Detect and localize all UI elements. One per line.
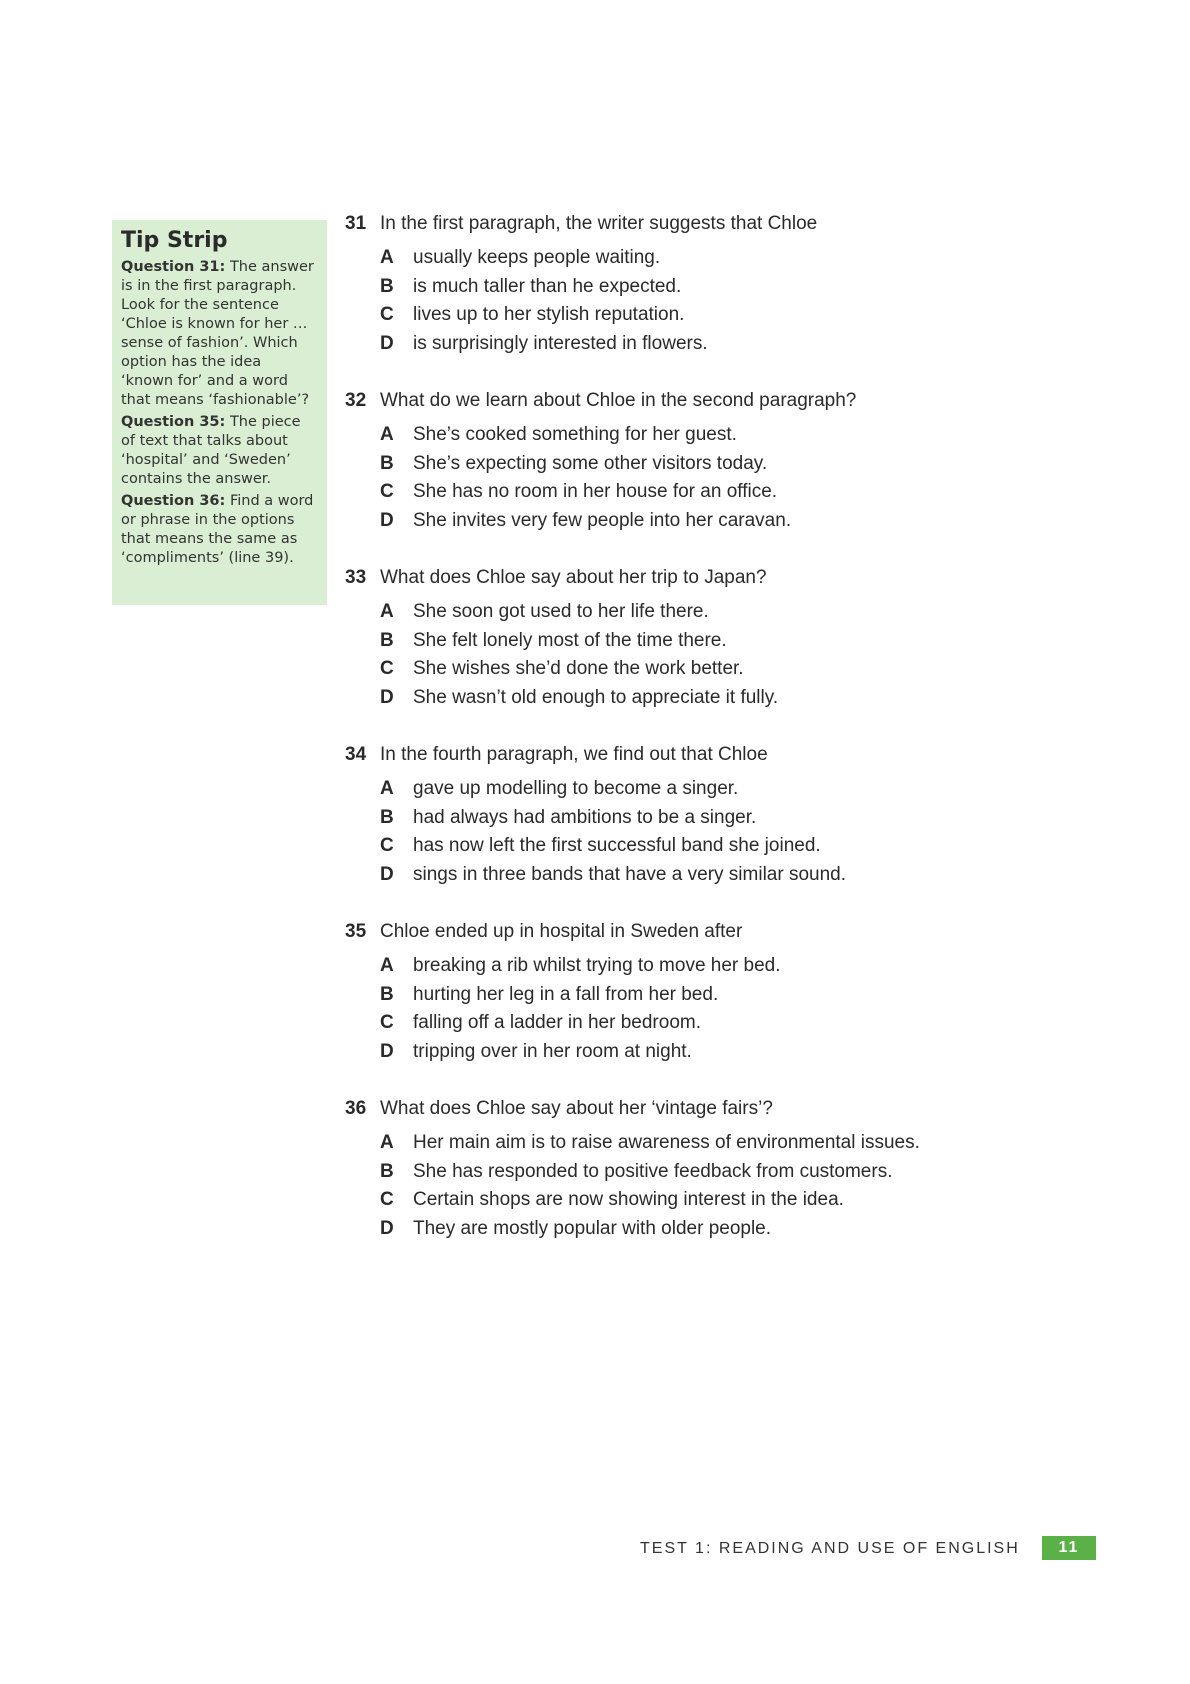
option-text: Her main aim is to raise awareness of environmental issues. bbox=[413, 1132, 920, 1153]
question-text: In the first paragraph, the writer suggests that Chloe bbox=[380, 213, 818, 234]
option-a bbox=[380, 775, 985, 804]
option-text: tripping over in her room at night. bbox=[413, 1040, 692, 1062]
option-text: sings in three bands that have a very similar sound. bbox=[413, 863, 847, 885]
footer-section-title: TEST 1: READING AND USE OF ENGLISH bbox=[640, 1540, 1020, 1557]
question-number: 35 bbox=[345, 921, 367, 942]
tip-item-label: Question 31: bbox=[121, 259, 226, 275]
tip-item bbox=[121, 492, 317, 568]
option-b bbox=[380, 1158, 985, 1187]
option-text: hurting her leg in a fall from her bed. bbox=[413, 983, 719, 1005]
option-c bbox=[380, 478, 985, 507]
option-letter: A bbox=[380, 1132, 394, 1153]
option-letter: A bbox=[380, 247, 394, 268]
tip-item bbox=[121, 258, 317, 410]
option-letter: C bbox=[380, 658, 394, 679]
question-stem bbox=[345, 918, 985, 946]
question-31 bbox=[345, 210, 985, 358]
option-letter: B bbox=[380, 275, 394, 297]
question-32 bbox=[345, 387, 985, 535]
option-text: breaking a rib whilst trying to move her bed. bbox=[413, 955, 781, 976]
question-number: 31 bbox=[345, 213, 367, 234]
question-34 bbox=[345, 741, 985, 889]
option-text: She invites very few people into her caravan. bbox=[413, 509, 792, 531]
option-letter: D bbox=[380, 686, 394, 708]
question-number: 34 bbox=[345, 744, 367, 765]
option-letter: A bbox=[380, 955, 394, 976]
option-letter: D bbox=[380, 1217, 394, 1239]
option-letter: D bbox=[380, 332, 394, 354]
option-c bbox=[380, 301, 985, 330]
question-stem bbox=[345, 1095, 985, 1123]
option-a bbox=[380, 598, 985, 627]
option-text: She’s expecting some other visitors today. bbox=[413, 452, 768, 474]
option-letter: B bbox=[380, 1160, 394, 1182]
question-33 bbox=[345, 564, 985, 712]
option-letter: D bbox=[380, 1040, 394, 1062]
option-a bbox=[380, 421, 985, 450]
option-a bbox=[380, 952, 985, 981]
option-text: She felt lonely most of the time there. bbox=[413, 629, 727, 651]
tip-item-text: The piece of text that talks about ‘hospital’ and ‘Sweden’ contains the answer. bbox=[121, 414, 301, 487]
option-c bbox=[380, 655, 985, 684]
option-b bbox=[380, 981, 985, 1010]
question-35 bbox=[345, 918, 985, 1066]
option-d bbox=[380, 330, 985, 359]
option-letter: C bbox=[380, 481, 394, 502]
option-c bbox=[380, 1186, 985, 1215]
option-letter: B bbox=[380, 806, 394, 828]
option-text: usually keeps people waiting. bbox=[413, 247, 661, 268]
option-text: Certain shops are now showing interest in the idea. bbox=[413, 1189, 844, 1210]
option-letter: C bbox=[380, 304, 394, 325]
option-letter: A bbox=[380, 778, 394, 799]
option-text: falling off a ladder in her bedroom. bbox=[413, 1012, 701, 1033]
option-b bbox=[380, 627, 985, 656]
option-text: lives up to her stylish reputation. bbox=[413, 304, 685, 325]
option-d bbox=[380, 861, 985, 890]
option-text: is surprisingly interested in flowers. bbox=[413, 332, 708, 354]
option-letter: B bbox=[380, 983, 394, 1005]
option-text: She has responded to positive feedback from customers. bbox=[413, 1160, 893, 1182]
option-letter: D bbox=[380, 509, 394, 531]
option-letter: D bbox=[380, 863, 394, 885]
question-stem bbox=[345, 564, 985, 592]
question-text: What do we learn about Chloe in the second paragraph? bbox=[380, 390, 857, 411]
tip-item-text: The answer is in the first paragraph. Look for the sentence ‘Chloe is known for her … sense of fashion’. Which option has the idea ‘known for’ and a word that means ‘fashionable’? bbox=[121, 259, 314, 408]
option-letter: A bbox=[380, 601, 394, 622]
question-list bbox=[345, 210, 985, 1272]
option-text: She wasn’t old enough to appreciate it fully. bbox=[413, 686, 779, 708]
option-a bbox=[380, 244, 985, 273]
question-number: 32 bbox=[345, 390, 367, 411]
tip-strip-title: Tip Strip bbox=[121, 228, 228, 253]
option-text: She soon got used to her life there. bbox=[413, 601, 709, 622]
option-c bbox=[380, 832, 985, 861]
option-text: had always had ambitions to be a singer. bbox=[413, 806, 757, 828]
page-number: 11 bbox=[1042, 1536, 1096, 1560]
option-text: has now left the first successful band she joined. bbox=[413, 835, 821, 856]
option-letter: B bbox=[380, 629, 394, 651]
tip-item-label: Question 36: bbox=[121, 493, 226, 509]
option-text: She wishes she’d done the work better. bbox=[413, 658, 744, 679]
option-d bbox=[380, 1038, 985, 1067]
option-text: gave up modelling to become a singer. bbox=[413, 778, 739, 799]
option-text: She has no room in her house for an office. bbox=[413, 481, 778, 502]
tip-item-text: Find a word or phrase in the options that means the same as ‘compliments’ (line 39). bbox=[121, 493, 314, 566]
tip-item-label: Question 35: bbox=[121, 414, 226, 430]
question-stem bbox=[345, 741, 985, 769]
option-letter: C bbox=[380, 835, 394, 856]
option-letter: C bbox=[380, 1189, 394, 1210]
option-b bbox=[380, 273, 985, 302]
question-36 bbox=[345, 1095, 985, 1243]
option-a bbox=[380, 1129, 985, 1158]
option-letter: A bbox=[380, 424, 394, 445]
option-letter: C bbox=[380, 1012, 394, 1033]
option-d bbox=[380, 507, 985, 536]
option-b bbox=[380, 450, 985, 479]
question-stem bbox=[345, 210, 985, 238]
tip-item bbox=[121, 413, 317, 489]
option-letter: B bbox=[380, 452, 394, 474]
question-stem bbox=[345, 387, 985, 415]
tip-strip bbox=[112, 220, 327, 605]
option-text: is much taller than he expected. bbox=[413, 275, 682, 297]
option-d bbox=[380, 684, 985, 713]
question-text: What does Chloe say about her trip to Japan? bbox=[380, 567, 767, 588]
question-number: 33 bbox=[345, 567, 367, 588]
option-text: She’s cooked something for her guest. bbox=[413, 424, 737, 445]
option-d bbox=[380, 1215, 985, 1244]
question-text: In the fourth paragraph, we find out that Chloe bbox=[380, 744, 768, 765]
question-number: 36 bbox=[345, 1098, 367, 1119]
question-text: Chloe ended up in hospital in Sweden after bbox=[380, 921, 743, 942]
option-b bbox=[380, 804, 985, 833]
question-text: What does Chloe say about her ‘vintage fairs’? bbox=[380, 1098, 773, 1119]
option-c bbox=[380, 1009, 985, 1038]
option-text: They are mostly popular with older people. bbox=[413, 1217, 772, 1239]
